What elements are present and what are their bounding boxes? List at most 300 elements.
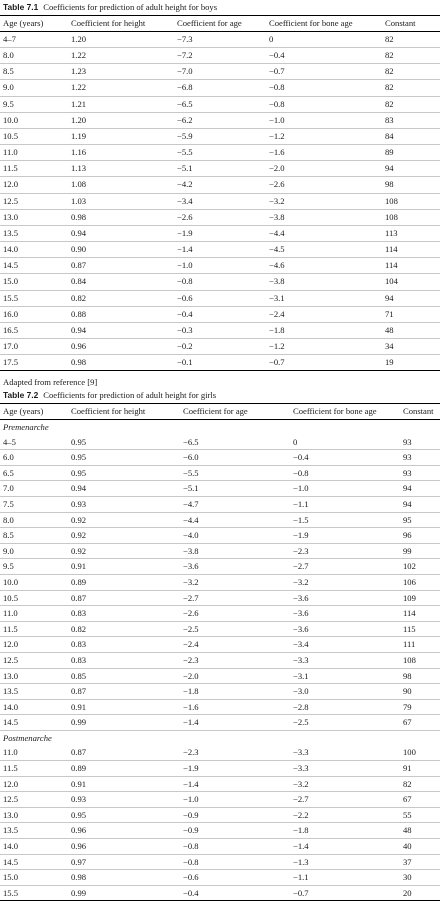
table-cell: −2.3 <box>180 745 290 760</box>
table-cell: 0.82 <box>68 290 174 306</box>
table-footnote: Adapted from reference [9] <box>3 377 98 388</box>
table-cell: −3.8 <box>180 543 290 559</box>
table-cell: 0.96 <box>68 823 180 839</box>
table-cell: 6.0 <box>0 450 68 466</box>
table-cell: 10.5 <box>0 128 68 144</box>
table-cell: 15.5 <box>0 885 68 901</box>
column-header: Age (years) <box>3 18 44 28</box>
table-row <box>0 306 440 322</box>
table-body <box>0 32 440 371</box>
table-cell: 104 <box>382 274 440 290</box>
table-cell: −3.2 <box>180 574 290 590</box>
table-cell: 0.89 <box>68 761 180 777</box>
table-cell: −5.5 <box>180 465 290 481</box>
table-cell: −6.5 <box>180 435 290 450</box>
table-cell: 14.0 <box>0 699 68 715</box>
table-cell: −5.9 <box>174 128 266 144</box>
table-cell: 37 <box>400 854 440 870</box>
table-cell: −0.6 <box>174 290 266 306</box>
table-row <box>0 435 440 450</box>
table-cell: 0.95 <box>68 465 180 481</box>
table-cell: 0.87 <box>68 745 180 760</box>
table-cell: 9.5 <box>0 559 68 575</box>
table-cell: 8.0 <box>0 48 68 64</box>
table-cell: −1.1 <box>290 496 400 512</box>
table-row <box>0 450 440 466</box>
table-cell: −3.2 <box>266 193 382 209</box>
table-row <box>0 290 440 306</box>
table-cell: 0.96 <box>68 839 180 855</box>
table-cell: −7.3 <box>174 32 266 48</box>
table-cell: −1.3 <box>290 854 400 870</box>
table-cell: 0.92 <box>68 528 180 544</box>
table-cell: 1.23 <box>68 64 174 80</box>
table-cell: 0.95 <box>68 450 180 466</box>
table-row <box>0 870 440 886</box>
table-cell: 1.03 <box>68 193 174 209</box>
table-cell: −3.3 <box>290 745 400 760</box>
table-row <box>0 745 440 760</box>
table-cell: 96 <box>400 528 440 544</box>
table-cell: −4.6 <box>266 258 382 274</box>
table-row <box>0 590 440 606</box>
table-cell: 0 <box>266 32 382 48</box>
table-row <box>0 807 440 823</box>
table-label: Table 7.1 <box>3 2 39 12</box>
table-cell: 40 <box>400 839 440 855</box>
table-header <box>0 404 440 420</box>
table-cell: 108 <box>400 652 440 668</box>
table-cell: −3.8 <box>266 274 382 290</box>
table-row <box>0 621 440 637</box>
table-row <box>0 684 440 700</box>
table-cell: 8.0 <box>0 512 68 528</box>
table-cell: 0.85 <box>68 668 180 684</box>
table-cell: 114 <box>382 258 440 274</box>
table-cell: 4–5 <box>0 435 68 450</box>
table-cell: −6.8 <box>174 80 266 96</box>
table-cell: −5.1 <box>180 481 290 497</box>
table-cell: 0.94 <box>68 322 174 338</box>
table-cell: 13.0 <box>0 209 68 225</box>
table-cell: −0.7 <box>266 64 382 80</box>
table-cell: 113 <box>382 225 440 241</box>
table-cell: 1.20 <box>68 112 174 128</box>
table-cell: −1.4 <box>290 839 400 855</box>
table-cell: 0.91 <box>68 776 180 792</box>
table-header <box>0 16 440 32</box>
table-cell: 14.5 <box>0 715 68 731</box>
table-cell: 14.5 <box>0 854 68 870</box>
table-row <box>0 668 440 684</box>
table-row <box>0 652 440 668</box>
table-cell: −7.0 <box>174 64 266 80</box>
table-cell: 14.5 <box>0 258 68 274</box>
table-cell: −1.9 <box>174 225 266 241</box>
table-cell: −0.4 <box>180 885 290 901</box>
table-cell: 11.0 <box>0 745 68 760</box>
table-row <box>0 885 440 901</box>
table-cell: 0 <box>290 435 400 450</box>
table-cell: −2.4 <box>266 306 382 322</box>
table-cell: 79 <box>400 699 440 715</box>
table-cell: 71 <box>382 306 440 322</box>
table-cell: −3.6 <box>290 590 400 606</box>
table-cell: 89 <box>382 145 440 161</box>
table-cell: −3.4 <box>174 193 266 209</box>
table-cell: 11.0 <box>0 145 68 161</box>
table-cell: 0.90 <box>68 242 174 258</box>
table-cell: 0.98 <box>68 209 174 225</box>
table-cell: 94 <box>382 161 440 177</box>
table-cell: −2.6 <box>180 606 290 622</box>
table-cell: 109 <box>400 590 440 606</box>
table-row <box>0 823 440 839</box>
table-row <box>0 32 440 48</box>
table-cell: 17.0 <box>0 338 68 354</box>
table-cell: −2.3 <box>180 652 290 668</box>
column-header: Constant <box>403 406 434 416</box>
table-cell: −5.5 <box>174 145 266 161</box>
table-cell: −1.8 <box>290 823 400 839</box>
table-cell: 0.87 <box>68 590 180 606</box>
table-cell: 0.98 <box>68 870 180 886</box>
table-cell: 0.97 <box>68 854 180 870</box>
table-cell: 48 <box>400 823 440 839</box>
table-cell: 93 <box>400 450 440 466</box>
section-label: Premenarche <box>3 422 49 432</box>
column-header: Coefficient for bone age <box>293 406 377 416</box>
table-cell: −3.2 <box>290 574 400 590</box>
table-cell: −1.4 <box>174 242 266 258</box>
table-row <box>0 225 440 241</box>
table-cell: −3.6 <box>290 606 400 622</box>
table-cell: 0.96 <box>68 338 174 354</box>
table-cell: 1.22 <box>68 80 174 96</box>
table-cell: −2.5 <box>290 715 400 731</box>
table-cell: 55 <box>400 807 440 823</box>
table-cell: 16.5 <box>0 322 68 338</box>
table-cell: 13.0 <box>0 807 68 823</box>
table-cell: 0.93 <box>68 792 180 808</box>
table-cell: 0.89 <box>68 574 180 590</box>
table-row <box>0 792 440 808</box>
column-header: Coefficient for bone age <box>269 18 353 28</box>
table-cell: 17.5 <box>0 355 68 371</box>
girls-coefficients-table <box>0 403 440 901</box>
table-cell: 19 <box>382 355 440 371</box>
table-cell: 82 <box>382 96 440 112</box>
table-row <box>0 496 440 512</box>
table-cell: −4.2 <box>174 177 266 193</box>
table-row <box>0 128 440 144</box>
table-cell: −1.2 <box>266 338 382 354</box>
table-cell: −2.3 <box>290 543 400 559</box>
table-cell: 1.22 <box>68 48 174 64</box>
table-cell: 98 <box>382 177 440 193</box>
table-cell: −2.2 <box>290 807 400 823</box>
table-cell: 0.98 <box>68 355 174 371</box>
table-cell: 10.5 <box>0 590 68 606</box>
table-cell: −0.2 <box>174 338 266 354</box>
table-cell: 1.16 <box>68 145 174 161</box>
table-cell: −1.2 <box>266 128 382 144</box>
table-cell: −0.4 <box>290 450 400 466</box>
table-cell: 1.13 <box>68 161 174 177</box>
table-title: Coefficients for prediction of adult height for boys <box>43 2 218 12</box>
table-cell: 12.5 <box>0 193 68 209</box>
table-row <box>0 776 440 792</box>
table-cell: 0.83 <box>68 652 180 668</box>
table-row <box>0 699 440 715</box>
table-cell: −2.0 <box>266 161 382 177</box>
table-cell: 8.5 <box>0 64 68 80</box>
table-cell: 0.92 <box>68 543 180 559</box>
table-cell: −2.7 <box>180 590 290 606</box>
table-cell: 12.0 <box>0 776 68 792</box>
boys-table-block <box>0 0 440 390</box>
table-cell: −1.4 <box>180 715 290 731</box>
table-cell: 14.0 <box>0 839 68 855</box>
table-cell: −2.6 <box>174 209 266 225</box>
table-cell: 7.5 <box>0 496 68 512</box>
table-cell: −0.9 <box>180 823 290 839</box>
table-cell: 20 <box>400 885 440 901</box>
table-cell: −1.6 <box>266 145 382 161</box>
table-cell: 14.0 <box>0 242 68 258</box>
table-row <box>0 274 440 290</box>
table-row <box>0 177 440 193</box>
table-cell: −1.0 <box>266 112 382 128</box>
table-cell: −1.0 <box>174 258 266 274</box>
table-cell: 13.5 <box>0 823 68 839</box>
table-cell: 115 <box>400 621 440 637</box>
table-cell: −3.0 <box>290 684 400 700</box>
table-cell: −2.6 <box>266 177 382 193</box>
table-row <box>0 559 440 575</box>
table-cell: 90 <box>400 684 440 700</box>
table-cell: 0.91 <box>68 559 180 575</box>
table-cell: 95 <box>400 512 440 528</box>
table-row <box>0 854 440 870</box>
table-cell: 102 <box>400 559 440 575</box>
table-body <box>0 420 440 901</box>
table-cell: 93 <box>400 435 440 450</box>
table-cell: −4.5 <box>266 242 382 258</box>
table-cell: −1.5 <box>290 512 400 528</box>
table-cell: 30 <box>400 870 440 886</box>
table-cell: 1.19 <box>68 128 174 144</box>
table-cell: −6.2 <box>174 112 266 128</box>
table-cell: 12.0 <box>0 637 68 653</box>
table-cell: 0.95 <box>68 807 180 823</box>
table-cell: 0.87 <box>68 684 180 700</box>
table-cell: 6.5 <box>0 465 68 481</box>
table-cell: −2.7 <box>290 559 400 575</box>
table-cell: 0.99 <box>68 885 180 901</box>
column-header: Constant <box>385 18 416 28</box>
table-cell: 10.0 <box>0 574 68 590</box>
table-cell: 100 <box>400 745 440 760</box>
column-header: Coefficient for height <box>71 406 146 416</box>
table-cell: 15.5 <box>0 290 68 306</box>
table-cell: 94 <box>382 290 440 306</box>
table-cell: 0.83 <box>68 637 180 653</box>
table-row <box>0 145 440 161</box>
table-cell: 99 <box>400 543 440 559</box>
table-cell: −0.6 <box>180 870 290 886</box>
table-cell: 0.94 <box>68 481 180 497</box>
table-cell: 0.88 <box>68 306 174 322</box>
table-cell: −4.7 <box>180 496 290 512</box>
table-cell: 1.21 <box>68 96 174 112</box>
table-cell: −3.8 <box>266 209 382 225</box>
table-cell: 93 <box>400 465 440 481</box>
table-row <box>0 528 440 544</box>
table-row <box>0 637 440 653</box>
table-row <box>0 80 440 96</box>
table-cell: −1.8 <box>266 322 382 338</box>
table-cell: −6.0 <box>180 450 290 466</box>
table-row <box>0 161 440 177</box>
table-row <box>0 543 440 559</box>
table-cell: −3.3 <box>290 652 400 668</box>
table-cell: −4.4 <box>266 225 382 241</box>
table-cell: 82 <box>382 64 440 80</box>
table-cell: 98 <box>400 668 440 684</box>
table-cell: −3.1 <box>290 668 400 684</box>
table-cell: −2.7 <box>290 792 400 808</box>
table-cell: −3.6 <box>290 621 400 637</box>
header-row <box>0 16 440 32</box>
section-row <box>0 730 440 745</box>
table-cell: 1.08 <box>68 177 174 193</box>
column-header: Age (years) <box>3 406 44 416</box>
table-cell: 0.94 <box>68 225 174 241</box>
table-cell: −2.0 <box>180 668 290 684</box>
girls-table-block <box>0 388 440 901</box>
table-row <box>0 242 440 258</box>
table-row <box>0 338 440 354</box>
table-cell: 94 <box>400 481 440 497</box>
table-row <box>0 761 440 777</box>
table-cell: 34 <box>382 338 440 354</box>
table-cell: 4–7 <box>0 32 68 48</box>
header-row <box>0 404 440 420</box>
table-cell: 16.0 <box>0 306 68 322</box>
table-cell: 0.83 <box>68 606 180 622</box>
table-cell: 15.0 <box>0 274 68 290</box>
table-row <box>0 465 440 481</box>
table-cell: −0.1 <box>174 355 266 371</box>
table-cell: −4.4 <box>180 512 290 528</box>
column-header: Coefficient for age <box>183 406 248 416</box>
table-cell: −3.2 <box>290 776 400 792</box>
table-cell: 84 <box>382 128 440 144</box>
table-cell: −1.1 <box>290 870 400 886</box>
table-cell: 10.0 <box>0 112 68 128</box>
table-cell: 114 <box>400 606 440 622</box>
table-row <box>0 193 440 209</box>
table-cell: 9.0 <box>0 80 68 96</box>
table-cell: −3.4 <box>290 637 400 653</box>
table-cell: 48 <box>382 322 440 338</box>
table-label: Table 7.2 <box>3 390 39 400</box>
table-title: Coefficients for prediction of adult height for girls <box>43 390 217 400</box>
table-row <box>0 512 440 528</box>
table-row <box>0 715 440 731</box>
table-cell: −2.8 <box>290 699 400 715</box>
table-row <box>0 64 440 80</box>
table-cell: 13.0 <box>0 668 68 684</box>
section-label: Postmenarche <box>3 732 52 743</box>
table-cell: 83 <box>382 112 440 128</box>
table-cell: −0.8 <box>174 274 266 290</box>
table-cell: 82 <box>382 32 440 48</box>
table-cell: 82 <box>400 776 440 792</box>
boys-coefficients-table <box>0 15 440 371</box>
table-cell: 67 <box>400 792 440 808</box>
table-cell: −0.7 <box>266 355 382 371</box>
table-cell: 0.91 <box>68 699 180 715</box>
table-row <box>0 96 440 112</box>
table-cell: 0.92 <box>68 512 180 528</box>
table-cell: 11.5 <box>0 161 68 177</box>
table-cell: −4.0 <box>180 528 290 544</box>
table-cell: 12.5 <box>0 652 68 668</box>
table-row <box>0 322 440 338</box>
table-cell: −1.8 <box>180 684 290 700</box>
table-cell: −5.1 <box>174 161 266 177</box>
table-cell: −1.0 <box>290 481 400 497</box>
table-cell: 12.5 <box>0 792 68 808</box>
table-cell: 11.5 <box>0 621 68 637</box>
table-cell: 91 <box>400 761 440 777</box>
table-cell: 82 <box>382 48 440 64</box>
table-cell: 0.84 <box>68 274 174 290</box>
table-cell: −3.3 <box>290 761 400 777</box>
table-cell: −6.5 <box>174 96 266 112</box>
table-row <box>0 355 440 371</box>
table-row <box>0 258 440 274</box>
table-cell: −0.8 <box>180 839 290 855</box>
table-row <box>0 839 440 855</box>
table-row <box>0 606 440 622</box>
table-cell: 0.99 <box>68 715 180 731</box>
table-cell: −1.9 <box>290 528 400 544</box>
table-caption <box>0 0 440 15</box>
table-cell: −7.2 <box>174 48 266 64</box>
table-cell: −3.1 <box>266 290 382 306</box>
table-cell: 114 <box>382 242 440 258</box>
table-cell: 108 <box>382 193 440 209</box>
table-row <box>0 481 440 497</box>
table-cell: 0.87 <box>68 258 174 274</box>
table-cell: 82 <box>382 80 440 96</box>
table-cell: 7.0 <box>0 481 68 497</box>
table-cell: 8.5 <box>0 528 68 544</box>
table-cell: −0.7 <box>290 885 400 901</box>
table-cell: −1.0 <box>180 792 290 808</box>
table-cell: −1.9 <box>180 761 290 777</box>
table-cell: −2.5 <box>180 621 290 637</box>
table-row <box>0 574 440 590</box>
table-cell: 9.0 <box>0 543 68 559</box>
table-cell: 12.0 <box>0 177 68 193</box>
table-cell: 13.5 <box>0 684 68 700</box>
table-cell: 1.20 <box>68 32 174 48</box>
table-cell: −0.8 <box>266 96 382 112</box>
